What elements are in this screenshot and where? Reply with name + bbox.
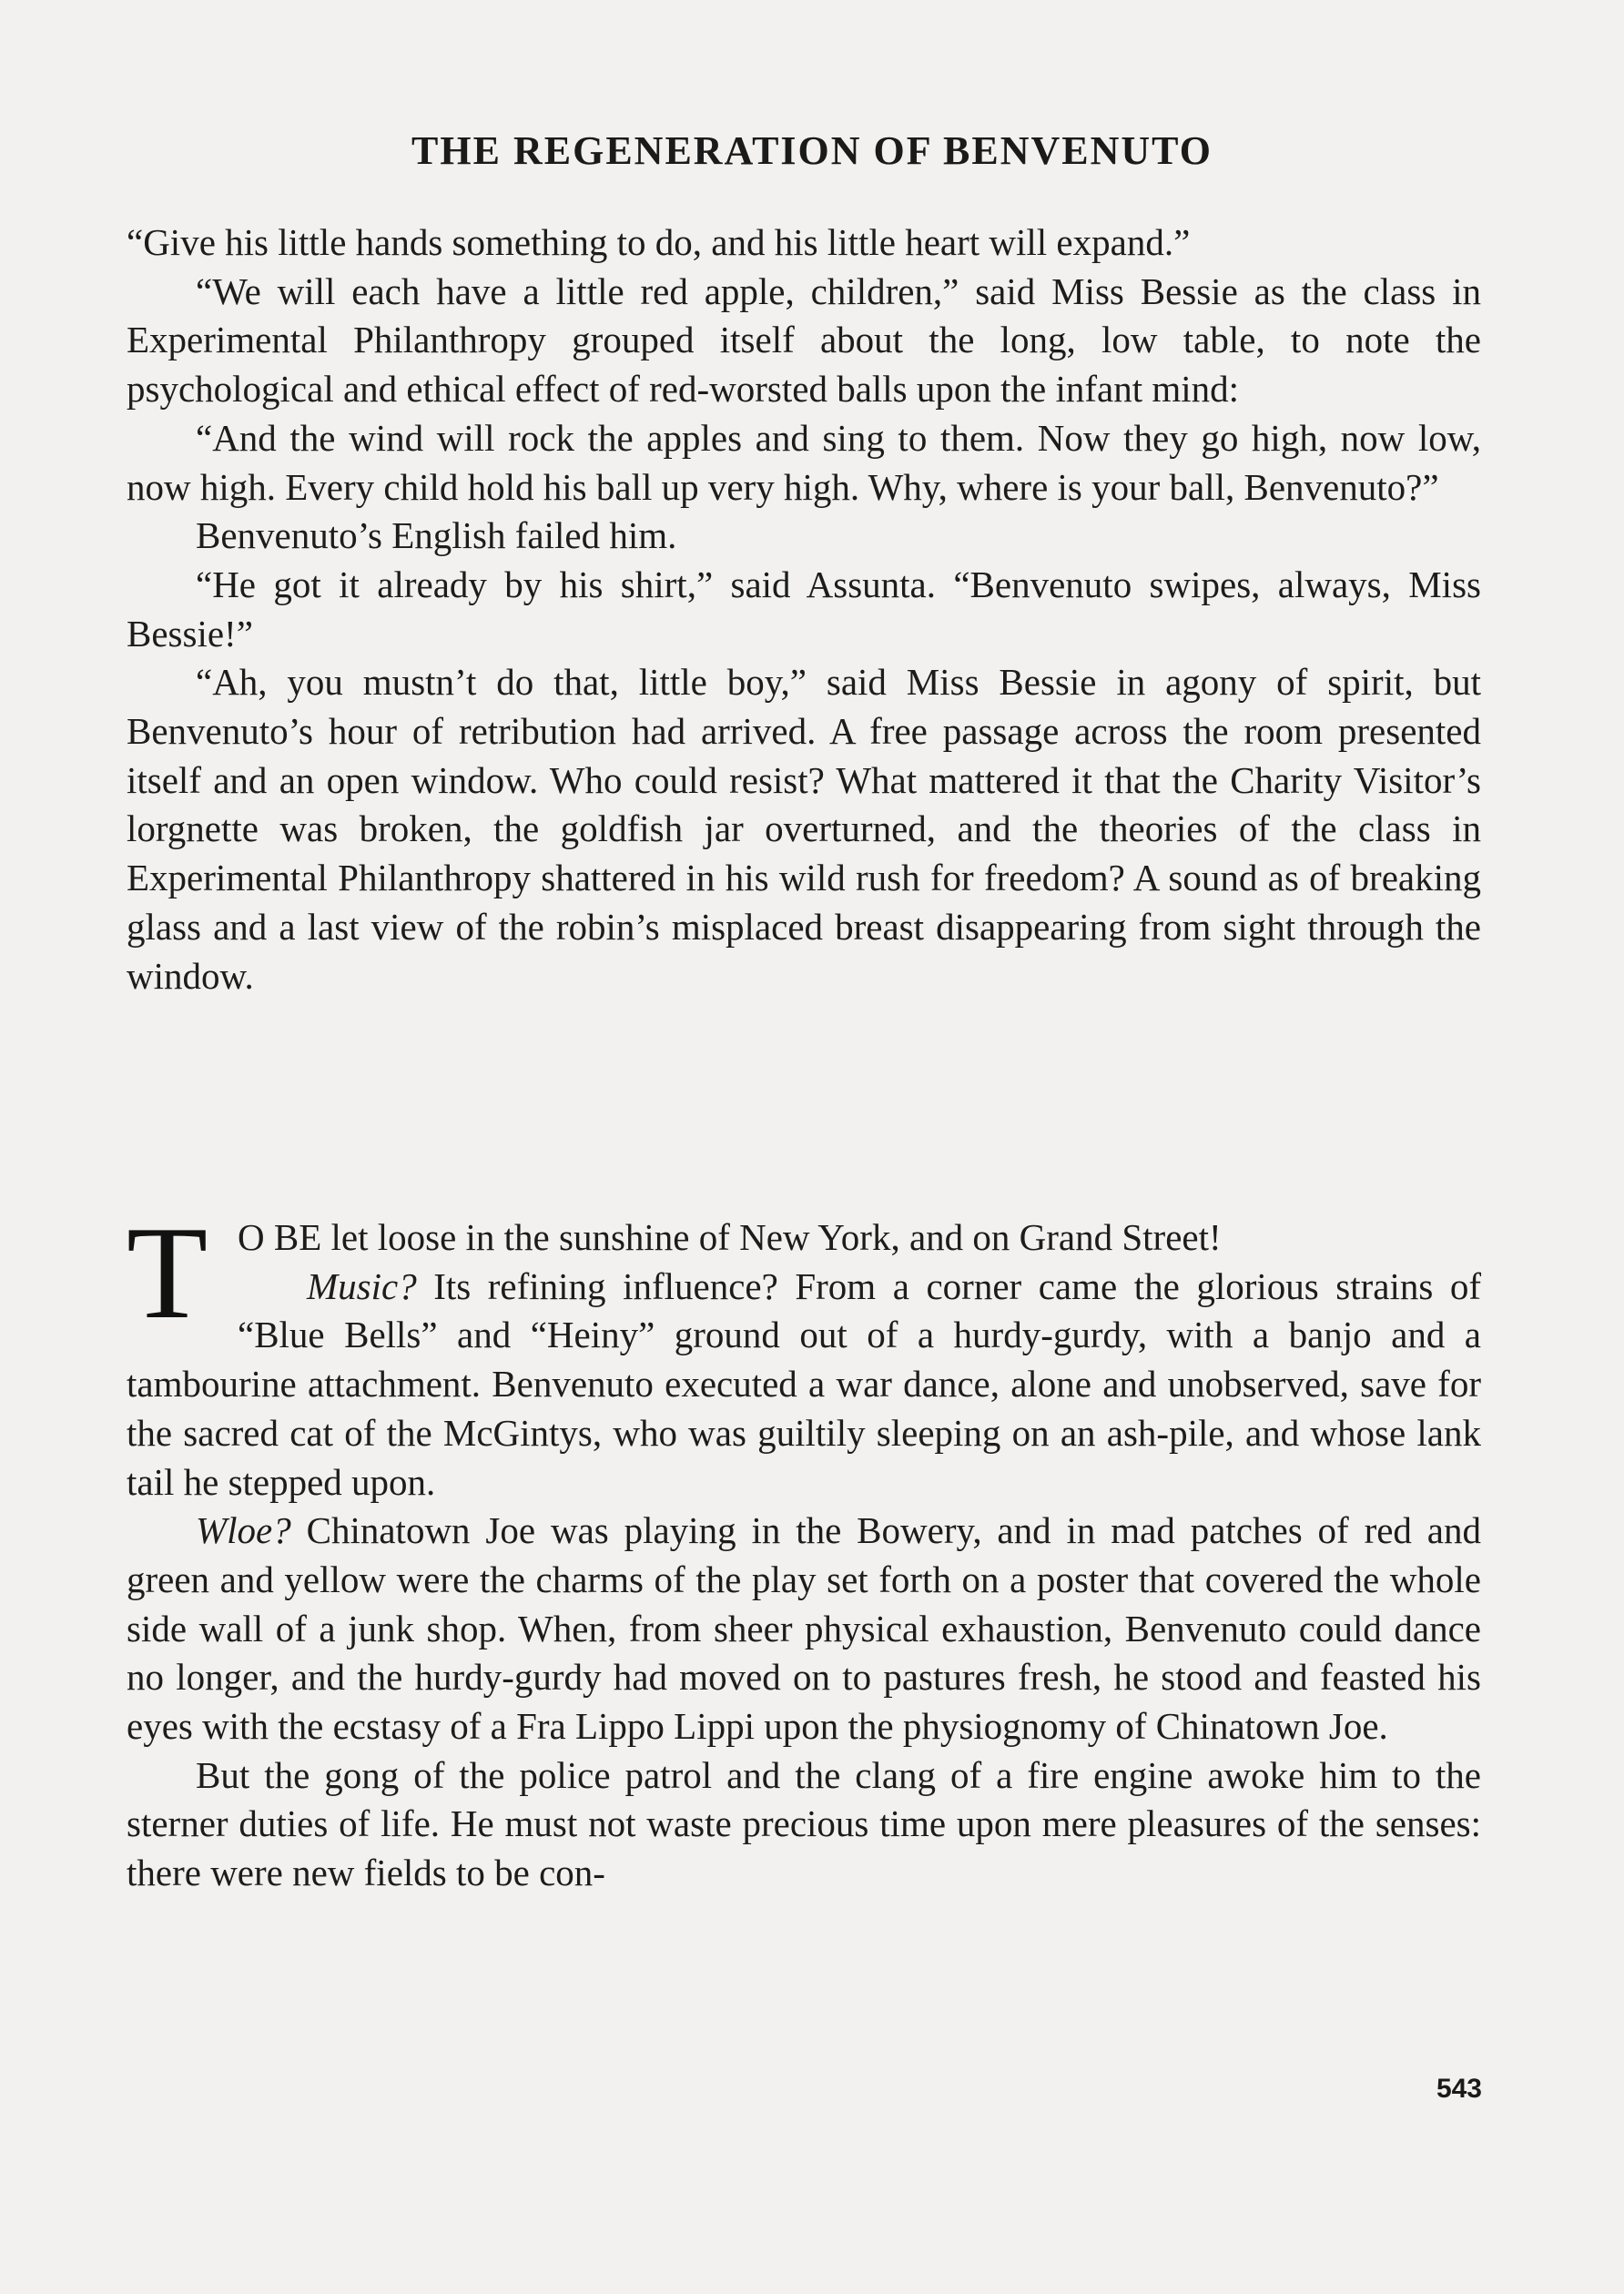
paragraph-1: “Give his little hands something to do, and his little heart will expand.”	[127, 221, 1191, 263]
paragraph-2: “We will each have a little red apple, children,” said Miss Bessie as the class in Experimental Philanthropy grouped itself about the long, low table, to note the psychological and ethical effect of red-worsted balls upon the infant mind:	[127, 269, 1481, 411]
paragraph-5: “He got it already by his shirt,” said Assunta. “Benvenuto swipes, always, Miss Bessie!”	[127, 563, 1481, 655]
page-number: 543	[1436, 2074, 1482, 2104]
dropcap-paragraph-text	[127, 1199, 1481, 1507]
paragraph-woe	[127, 1507, 1481, 1751]
text-section-two	[127, 1199, 1481, 1898]
text-section-one	[127, 218, 1481, 1000]
woe-text: Chinatown Joe was playing in the Bowery, and in mad patches of red and green and yellow were the charms of the play set forth on a poster that covered the whole side wall of a junk shop. When, from sheer physical exhaustion, Benvenuto could dance no longer, and the hurdy-gurdy had moved on to pastures fresh, he stood and feasted his eyes with the ecstasy of a Fra Lippo Lippi upon the physiognomy of Chinatown Joe.	[127, 1509, 1481, 1748]
music-lead: Music?	[307, 1264, 417, 1307]
paragraph-3: “And the wind will rock the apples and sing to them. Now they go high, now low, now high. Every child hold his ball up very high. Why, where is your ball, Benvenuto?”	[127, 416, 1481, 508]
dropcap-paragraph	[127, 1199, 1481, 1507]
paragraph-final: But the gong of the police patrol and the clang of a fire engine awoke him to the sterner duties of life. He must not waste precious time upon mere pleasures of the senses: there were new fields to be con-	[127, 1753, 1481, 1894]
paragraph-4: Benvenuto’s English failed him.	[196, 514, 677, 557]
drop-cap-letter: T	[127, 1199, 208, 1346]
music-text: Its refining influence? From a corner came the glorious strains of “Blue Bells” and “Heiny” ground out of a hurdy-gurdy, with a banjo and a tambourine attachment. Benvenuto executed a war dance, alone and unobserved, save for the sacred cat of the McGintys, who was guiltily sleeping on an ash-pile, and whose lank tail he stepped upon.	[127, 1264, 1481, 1503]
woe-lead: Wloe?	[196, 1509, 291, 1552]
paragraph-6: “Ah, you mustn’t do that, little boy,” said Miss Bessie in agony of spirit, but Benvenuto’s hour of retribution had arrived. A free passage across the room presented itself and an open window. Who could resist? What mattered it that the Charity Visitor’s lorgnette was broken, the goldfish jar overturned, and the theories of the class in Experimental Philanthropy shattered in his wild rush for freedom? A sound as of breaking glass and a last view of the robin’s misplaced breast disappearing from sight through the window.	[127, 661, 1481, 997]
dropcap-text: O BE let loose in the sunshine of New York, and on Grand Street!	[238, 1216, 1222, 1258]
page-title: THE REGENERATION OF BENVENUTO	[411, 128, 1213, 173]
